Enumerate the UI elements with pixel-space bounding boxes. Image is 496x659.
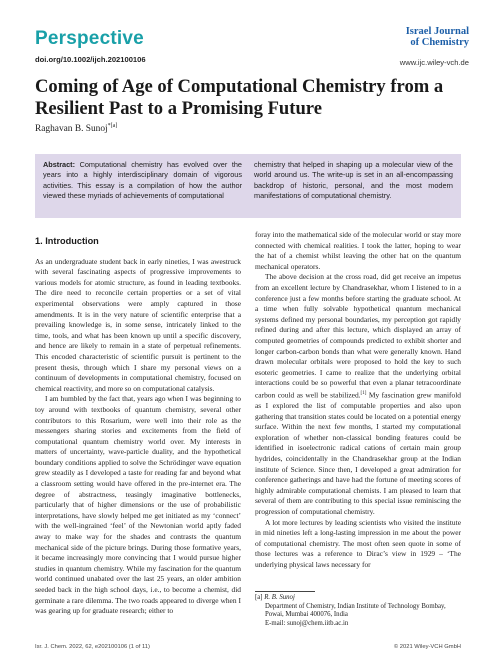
section-heading-introduction: 1. Introduction bbox=[35, 236, 99, 246]
paragraph: I am humbled by the fact that, years ago when I was beginning to toy around with textbooks of quantum chemistry, several other contributors to this Rosarium, were well into their role as the messengers sharing stories and excitements from the field of computational quantum chemistry world over. My interests in matters of uncertainty, wave-particle duality, and the hypothetical boundary conditions applied to solve the Schrödinger wave equation grew steadily as I developed a taste for reading far and beyond what a classroom setting would have offered in the pre-internet era. The degree of abstractness, teasingly imaginative bottlenecks, particularly that of higher dimensions or the use of probabilistic interpretations, have slowly helped me get initiated as my ‘connect’ with the well-ingrained ‘feel’ of the Newtonian world aptly faded away to make way for the shades and contrasts the quantum mechanical side of the picture brings. During those formative years, it became increasingly more convincing that I would pursue higher studies in quantum chemistry. While my fascination for the quantum world continued unabated over the last 25 years, an older ambition seeded back in the high school days, i.e., to become a chemist, did germinate a rare dilemma. The two roads appeared to diverge when I was gearing up for graduate research; either to bbox=[35, 394, 241, 616]
journal-header bbox=[400, 26, 469, 67]
author-affiliation-mark: *[a] bbox=[107, 123, 118, 129]
paragraph: A lot more lectures by leading scientists who visited the institute in mid nineties left a long-lasting impression in me about the power of computational chemistry. The most often seen quote in some of those lectures was a reference to Dirac’s view in 1929 – ‘The underlying physical laws necessary for bbox=[255, 517, 461, 569]
paragraph-text: The above decision at the cross road, did get receive an impetus from an excellent lecture by Chandrasekhar, whom I listened to in a conference just a few months before starting the graduate school. At a time when fully solvable hypothetical quantum mechanical systems defined my personal boundaries, my perception got rapidly refined during and after this lecture, which displayed an array of computed geometries of compounds predicted to exhibit shorter and longer carbon-carbon bonds than what were generally known. Hand drawn molecular orbitals were proposed to hold the key to such esoteric geometries. I came to realize that the underlying orbital interactions could be so powerful that even a planar tetracoordinate carbon could as well be stabilized. bbox=[255, 272, 461, 400]
article-title: Coming of Age of Computational Chemistry from a Resilient Past to a Promising Future bbox=[35, 76, 444, 119]
journal-url[interactable]: www.ijc.wiley-vch.de bbox=[399, 58, 469, 67]
abstract-left-text: Computational chemistry has evolved over the years into a highly interdisciplinary domain of vigorous activities. This essay is a compilation of how the author viewed these myriads of achievements of computational bbox=[43, 160, 242, 201]
journal-name-line1: Israel Journal bbox=[405, 26, 469, 37]
footnote-line: Powai, Mumbai 400076, India bbox=[265, 611, 348, 619]
footnote-mark: [a] bbox=[255, 594, 263, 601]
body-right-column bbox=[255, 230, 461, 570]
paragraph: As an undergraduate student back in early nineties, I was awestruck with several fascinating aspects of progressive improvements to various models for atomic structure, as found in leading textbooks. The dire need to reconcile certain properties or a set of vital experimental observations were amply captured in those amendments. It is in the very nature of scientific enterprise that a prevailing knowledge is, in some sense, intricately linked to the time, tools, and what has been known up until a specific discovery, and hence are likely to remain in a state of perpetual refinements. This encoded characteristic of scientific pursuit is pertinent to the present thesis, through which I share my personal views on a continuum of developments in computational chemistry, focused on chemical reactivity, and more so on computational catalysis. bbox=[35, 256, 241, 393]
reference-marker[interactable]: [1] bbox=[360, 390, 367, 396]
abstract-label: Abstract: bbox=[43, 160, 76, 169]
paragraph bbox=[255, 272, 461, 517]
footnote-head bbox=[255, 594, 461, 603]
footer-copyright: © 2021 Wiley-VCH GmbH bbox=[393, 644, 461, 650]
footer-citation: Isr. J. Chem. 2022, 62, e202100106 (1 of 11) bbox=[35, 644, 150, 650]
abstract-right-column: chemistry that helped in shaping up a molecular view of the world around us. The write-up is set in an all-encompassing backdrop of historic, personal, and the most modern manifestations of computational chemistry. bbox=[254, 160, 453, 201]
footnote-line: Department of Chemistry, Indian Institute of Technology Bombay, bbox=[265, 602, 446, 610]
abstract-left-column bbox=[43, 160, 242, 214]
footnote-author: R. B. Sunoj bbox=[264, 594, 295, 601]
body-left-column bbox=[35, 236, 241, 617]
author-line bbox=[35, 123, 117, 134]
affiliation-footnote bbox=[255, 594, 461, 628]
author-name: Raghavan B. Sunoj bbox=[35, 124, 108, 135]
paragraph: foray into the mathematical side of the molecular world or stay more connected with chemical realities. I took the latter, hoping to wear the hat of a chemist whilst leaving the other hat on the quantum mechanical operators. bbox=[255, 230, 461, 271]
footnote-email[interactable]: E-mail: sunoj@chem.iitb.ac.in bbox=[265, 619, 349, 627]
journal-name-line2: of Chemistry bbox=[410, 37, 469, 48]
paragraph-text: My fascination grew manifold as I explored the list of computable properties and also upon gathering that transition states could be located on a potential energy surface. Within the next few months, I started my computational exploration of whether non-classical bonding features could be identified in isoelectronic radical cations of certain main group hydrides, coincidentally in the Chandrasekhar group at the Indian institute of Science. Since then, I developed a great admiration for conference gatherings and have had the fortune of meeting scores of highly admirable computational chemists. I am pleased to learn that several of them are contributing to this special issue reminiscing the progression of computational chemistry. bbox=[255, 390, 461, 516]
footnote-divider bbox=[255, 591, 315, 592]
abstract-box bbox=[35, 154, 461, 218]
section-label: Perspective bbox=[35, 28, 144, 49]
doi-link[interactable]: doi.org/10.1002/ijch.202100106 bbox=[35, 55, 146, 64]
